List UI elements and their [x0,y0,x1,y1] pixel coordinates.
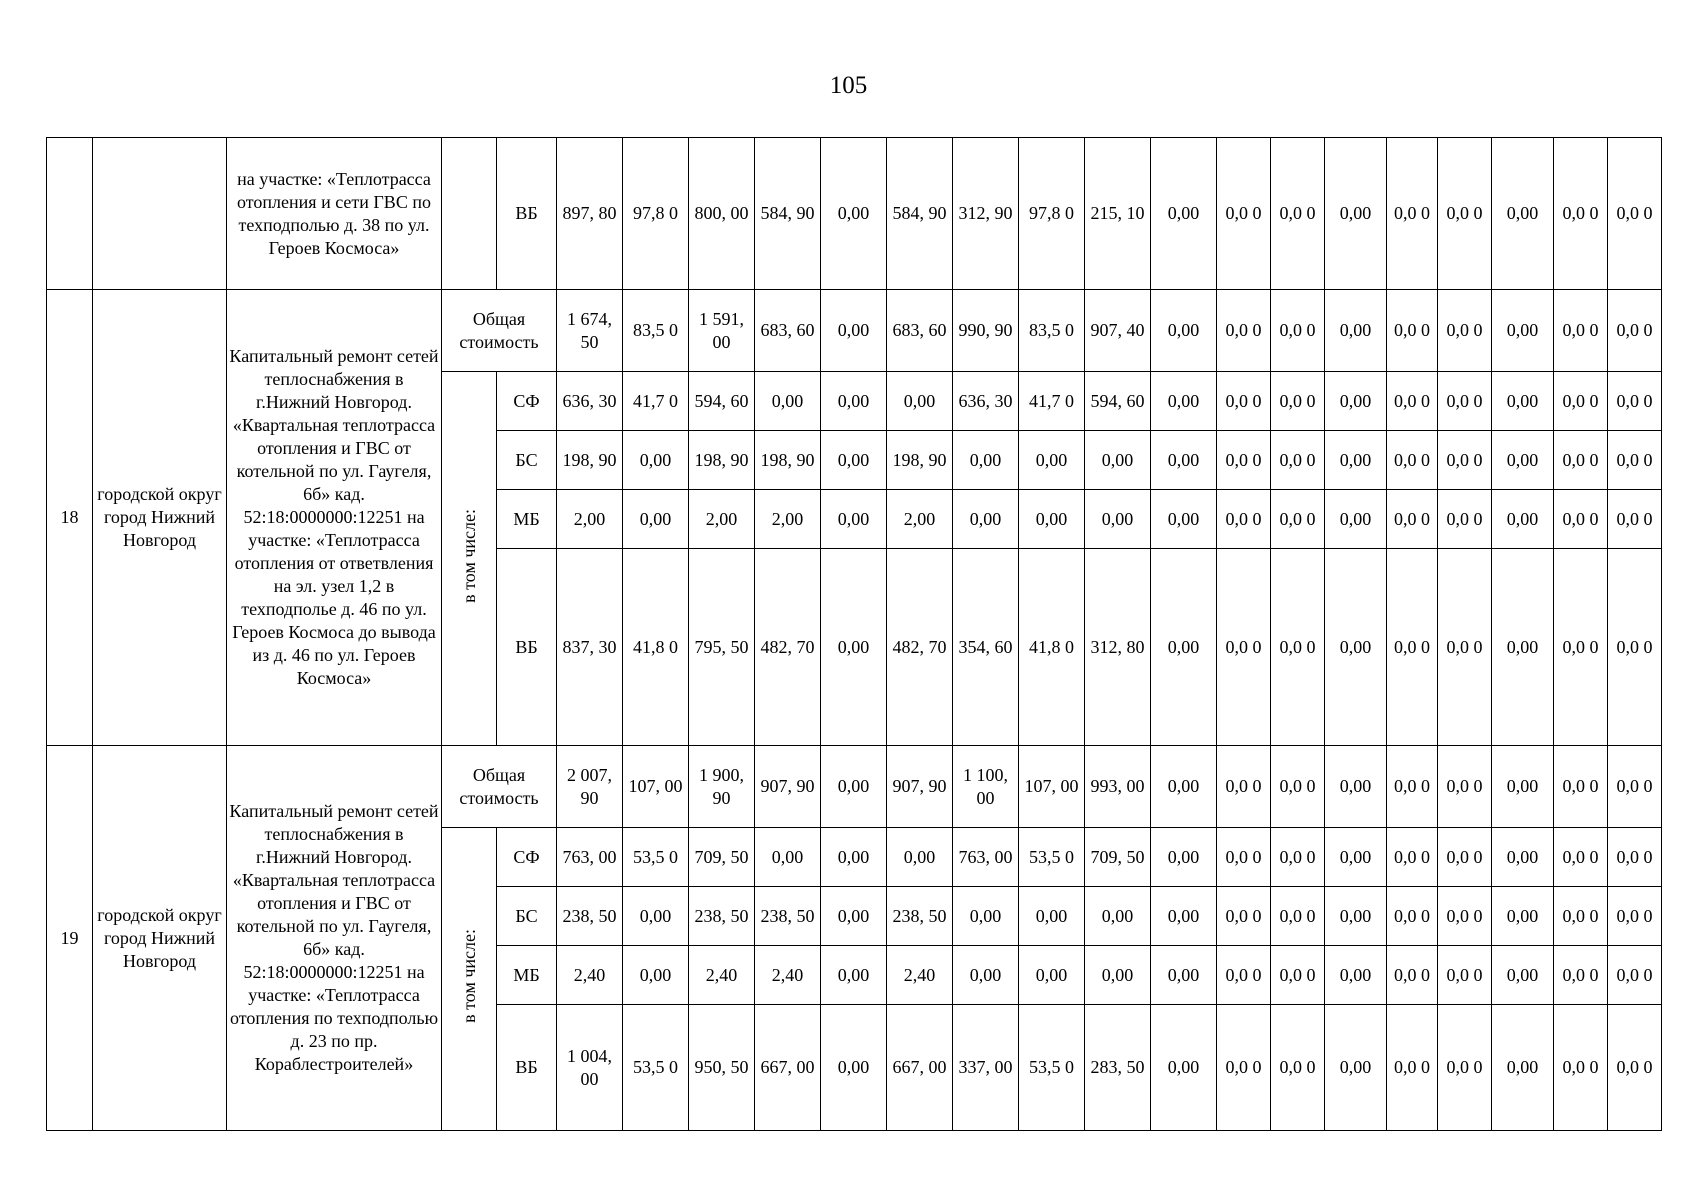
value-cell: 0,0 0 [1554,549,1608,746]
value-cell: 0,0 0 [1438,746,1492,828]
value-cell: 1 004, 00 [557,1005,623,1131]
value-cell: 0,0 0 [1271,828,1325,887]
including-label: в том числе: [458,508,479,603]
value-cell: 636, 30 [557,372,623,431]
value-cell: 667, 00 [755,1005,821,1131]
value-cell: 0,00 [1325,290,1387,372]
value-cell: 0,0 0 [1438,887,1492,946]
value-cell: 0,0 0 [1217,828,1271,887]
value-cell: 0,0 0 [1608,828,1662,887]
value-cell: 283, 50 [1085,1005,1151,1131]
value-cell: 0,00 [1325,887,1387,946]
value-cell: 0,00 [1151,549,1217,746]
value-cell: 0,00 [1492,372,1554,431]
value-cell: 0,0 0 [1438,431,1492,490]
value-cell: 0,00 [1325,549,1387,746]
value-cell: 0,00 [1151,887,1217,946]
value-cell: 0,0 0 [1554,746,1608,828]
value-cell: 0,00 [887,828,953,887]
value-cell: 198, 90 [887,431,953,490]
value-cell: 709, 50 [1085,828,1151,887]
value-cell: 0,0 0 [1608,372,1662,431]
value-cell: 337, 00 [953,1005,1019,1131]
value-cell: 0,0 0 [1387,549,1438,746]
source-cell: МБ [497,946,557,1005]
value-cell: 97,8 0 [623,138,689,290]
source-cell: МБ [497,490,557,549]
value-cell: 0,0 0 [1438,828,1492,887]
value-cell: 41,7 0 [623,372,689,431]
value-cell: 0,00 [1085,431,1151,490]
value-cell: 594, 60 [1085,372,1151,431]
value-cell: 0,0 0 [1608,746,1662,828]
value-cell: 0,00 [1085,946,1151,1005]
value-cell: 53,5 0 [1019,828,1085,887]
description-cell: Капитальный ремонт сетей теплоснабжения в г.Нижний Новгород. «Квартальная теплотрасса отопления и ГВС от котельной по ул. Гаугеля, 6б» кад. 52:18:0000000:12251 на участке: «Теплотрасса отопления от ответвления на эл. узел 1,2 в техподполье д. 46 по ул. Героев Космоса до вывода из д. 46 по ул. Героев Космоса» [227,290,442,746]
value-cell: 0,0 0 [1387,828,1438,887]
value-cell: 0,00 [1492,490,1554,549]
total-label-cell: Общая стоимость [442,746,557,828]
value-cell: 0,0 0 [1387,946,1438,1005]
value-cell: 0,0 0 [1387,431,1438,490]
value-cell: 0,00 [821,490,887,549]
value-cell: 795, 50 [689,549,755,746]
value-cell: 0,0 0 [1271,138,1325,290]
value-cell: 0,0 0 [1554,490,1608,549]
value-cell: 0,00 [755,828,821,887]
value-cell: 238, 50 [755,887,821,946]
value-cell: 0,00 [623,946,689,1005]
value-cell: 0,0 0 [1554,1005,1608,1131]
value-cell: 907, 40 [1085,290,1151,372]
value-cell: 107, 00 [1019,746,1085,828]
value-cell: 2,00 [887,490,953,549]
value-cell: 683, 60 [887,290,953,372]
value-cell: 0,0 0 [1387,746,1438,828]
value-cell: 482, 70 [887,549,953,746]
source-cell: ВБ [497,1005,557,1131]
value-cell: 0,00 [1151,1005,1217,1131]
table-row [47,290,1662,372]
page-number: 105 [829,72,868,99]
value-cell: 0,0 0 [1271,290,1325,372]
source-cell: ВБ [497,549,557,746]
value-cell: 0,0 0 [1271,946,1325,1005]
value-cell: 0,00 [1325,1005,1387,1131]
value-cell: 0,00 [755,372,821,431]
value-cell: 0,0 0 [1217,746,1271,828]
label-cell [442,138,497,290]
value-cell: 2,00 [755,490,821,549]
value-cell: 0,00 [821,372,887,431]
value-cell: 0,00 [623,490,689,549]
value-cell: 0,0 0 [1608,946,1662,1005]
value-cell: 0,00 [1085,887,1151,946]
value-cell: 198, 90 [755,431,821,490]
value-cell: 0,0 0 [1554,431,1608,490]
value-cell: 83,5 0 [1019,290,1085,372]
value-cell: 0,0 0 [1608,490,1662,549]
description-cell: на участке: «Теплотрасса отопления и сети ГВС по техподполью д. 38 по ул. Героев Космоса» [227,138,442,290]
value-cell: 0,0 0 [1217,549,1271,746]
value-cell: 0,00 [1019,431,1085,490]
including-label-cell [442,372,497,746]
value-cell: 0,0 0 [1438,946,1492,1005]
value-cell: 0,00 [1151,431,1217,490]
value-cell: 53,5 0 [1019,1005,1085,1131]
value-cell: 709, 50 [689,828,755,887]
value-cell: 584, 90 [887,138,953,290]
value-cell: 0,0 0 [1438,290,1492,372]
value-cell: 0,00 [1325,372,1387,431]
description-cell: Капитальный ремонт сетей теплоснабжения в г.Нижний Новгород. «Квартальная теплотрасса отопления и ГВС от котельной по ул. Гаугеля, 6б» кад. 52:18:0000000:12251 на участке: «Теплотрасса отопления по техподполью д. 23 по пр. Кораблестроителей» [227,746,442,1131]
value-cell: 215, 10 [1085,138,1151,290]
table-body [47,138,1662,1131]
source-cell: СФ [497,372,557,431]
value-cell: 0,00 [623,431,689,490]
value-cell: 0,00 [821,290,887,372]
value-cell: 0,0 0 [1608,290,1662,372]
value-cell: 0,00 [1151,372,1217,431]
value-cell: 83,5 0 [623,290,689,372]
value-cell: 0,0 0 [1608,887,1662,946]
value-cell: 594, 60 [689,372,755,431]
row-number-cell: 19 [47,746,93,1131]
value-cell: 0,0 0 [1271,372,1325,431]
value-cell: 0,00 [821,431,887,490]
value-cell: 0,0 0 [1554,946,1608,1005]
value-cell: 0,00 [1325,946,1387,1005]
value-cell: 238, 50 [557,887,623,946]
value-cell: 238, 50 [887,887,953,946]
value-cell: 0,0 0 [1387,887,1438,946]
value-cell: 0,00 [1325,828,1387,887]
value-cell: 0,00 [1492,887,1554,946]
value-cell: 1 674, 50 [557,290,623,372]
value-cell: 53,5 0 [623,1005,689,1131]
source-cell: ВБ [497,138,557,290]
municipality-cell: городской округ город Нижний Новгород [93,746,227,1131]
value-cell: 0,0 0 [1608,1005,1662,1131]
value-cell: 1 100, 00 [953,746,1019,828]
value-cell: 0,0 0 [1217,138,1271,290]
value-cell: 0,00 [1492,431,1554,490]
row-number-cell: 18 [47,290,93,746]
value-cell: 0,00 [1492,946,1554,1005]
value-cell: 0,00 [953,887,1019,946]
value-cell: 800, 00 [689,138,755,290]
value-cell: 0,0 0 [1554,290,1608,372]
value-cell: 0,0 0 [1554,138,1608,290]
municipality-cell: городской округ город Нижний Новгород [93,290,227,746]
including-label-cell [442,828,497,1131]
value-cell: 2,00 [689,490,755,549]
value-cell: 198, 90 [689,431,755,490]
value-cell: 0,00 [1492,138,1554,290]
value-cell: 0,0 0 [1271,490,1325,549]
value-cell: 0,00 [1492,1005,1554,1131]
value-cell: 763, 00 [557,828,623,887]
value-cell: 0,00 [953,946,1019,1005]
value-cell: 683, 60 [755,290,821,372]
value-cell: 0,0 0 [1608,431,1662,490]
value-cell: 0,0 0 [1271,431,1325,490]
value-cell: 0,00 [1492,746,1554,828]
value-cell: 0,0 0 [1271,549,1325,746]
value-cell: 0,00 [1151,828,1217,887]
value-cell: 0,0 0 [1554,887,1608,946]
value-cell: 0,0 0 [1271,1005,1325,1131]
value-cell: 0,0 0 [1554,828,1608,887]
value-cell: 0,0 0 [1438,549,1492,746]
value-cell: 0,0 0 [1217,490,1271,549]
value-cell: 0,00 [821,549,887,746]
value-cell: 0,0 0 [1387,290,1438,372]
value-cell: 990, 90 [953,290,1019,372]
value-cell: 0,00 [1151,946,1217,1005]
value-cell: 897, 80 [557,138,623,290]
value-cell: 0,00 [1019,946,1085,1005]
table-row [47,138,1662,290]
value-cell: 0,0 0 [1438,138,1492,290]
value-cell: 0,00 [953,431,1019,490]
value-cell: 907, 90 [755,746,821,828]
value-cell: 1 591, 00 [689,290,755,372]
value-cell: 584, 90 [755,138,821,290]
value-cell: 2,40 [755,946,821,1005]
budget-table [46,137,1662,1131]
value-cell: 0,00 [1085,490,1151,549]
value-cell: 312, 90 [953,138,1019,290]
value-cell: 0,00 [1492,290,1554,372]
including-label: в том числе: [458,929,479,1023]
value-cell: 0,00 [821,828,887,887]
value-cell: 2,00 [557,490,623,549]
source-cell: БС [497,887,557,946]
value-cell: 0,00 [1325,431,1387,490]
value-cell: 312, 80 [1085,549,1151,746]
value-cell: 0,0 0 [1217,431,1271,490]
value-cell: 0,00 [821,138,887,290]
value-cell: 0,00 [1325,138,1387,290]
value-cell: 0,00 [821,887,887,946]
value-cell: 1 900, 90 [689,746,755,828]
total-label-cell: Общая стоимость [442,290,557,372]
value-cell: 0,00 [1325,490,1387,549]
value-cell: 354, 60 [953,549,1019,746]
value-cell: 950, 50 [689,1005,755,1131]
table-row [47,746,1662,828]
value-cell: 0,0 0 [1217,372,1271,431]
value-cell: 97,8 0 [1019,138,1085,290]
value-cell: 0,00 [1492,828,1554,887]
value-cell: 0,00 [1151,746,1217,828]
source-cell: БС [497,431,557,490]
value-cell: 0,00 [1151,138,1217,290]
value-cell: 0,0 0 [1554,372,1608,431]
value-cell: 0,0 0 [1387,490,1438,549]
value-cell: 0,0 0 [1387,372,1438,431]
value-cell: 0,00 [821,946,887,1005]
value-cell: 0,0 0 [1271,746,1325,828]
value-cell: 0,00 [623,887,689,946]
value-cell: 0,00 [953,490,1019,549]
value-cell: 0,0 0 [1438,490,1492,549]
value-cell: 763, 00 [953,828,1019,887]
value-cell: 0,0 0 [1608,138,1662,290]
value-cell: 2,40 [689,946,755,1005]
value-cell: 0,00 [887,372,953,431]
value-cell: 53,5 0 [623,828,689,887]
source-cell: СФ [497,828,557,887]
value-cell: 0,00 [1492,549,1554,746]
value-cell: 0,00 [1151,290,1217,372]
value-cell: 636, 30 [953,372,1019,431]
value-cell: 0,0 0 [1438,372,1492,431]
value-cell: 482, 70 [755,549,821,746]
value-cell: 0,0 0 [1438,1005,1492,1131]
value-cell: 0,0 0 [1217,887,1271,946]
row-number-cell [47,138,93,290]
value-cell: 238, 50 [689,887,755,946]
value-cell: 107, 00 [623,746,689,828]
value-cell: 0,00 [1019,887,1085,946]
value-cell: 0,0 0 [1217,290,1271,372]
value-cell: 0,0 0 [1387,138,1438,290]
value-cell: 2,40 [887,946,953,1005]
value-cell: 2 007, 90 [557,746,623,828]
value-cell: 667, 00 [887,1005,953,1131]
value-cell: 0,0 0 [1387,1005,1438,1131]
value-cell: 0,00 [821,1005,887,1131]
value-cell: 907, 90 [887,746,953,828]
value-cell: 0,00 [821,746,887,828]
value-cell: 0,0 0 [1608,549,1662,746]
value-cell: 0,00 [1151,490,1217,549]
municipality-cell [93,138,227,290]
value-cell: 0,00 [1019,490,1085,549]
value-cell: 0,0 0 [1271,887,1325,946]
value-cell: 0,0 0 [1217,946,1271,1005]
value-cell: 0,0 0 [1217,1005,1271,1131]
value-cell: 993, 00 [1085,746,1151,828]
value-cell: 837, 30 [557,549,623,746]
value-cell: 41,7 0 [1019,372,1085,431]
value-cell: 198, 90 [557,431,623,490]
value-cell: 41,8 0 [1019,549,1085,746]
value-cell: 2,40 [557,946,623,1005]
value-cell: 0,00 [1325,746,1387,828]
value-cell: 41,8 0 [623,549,689,746]
